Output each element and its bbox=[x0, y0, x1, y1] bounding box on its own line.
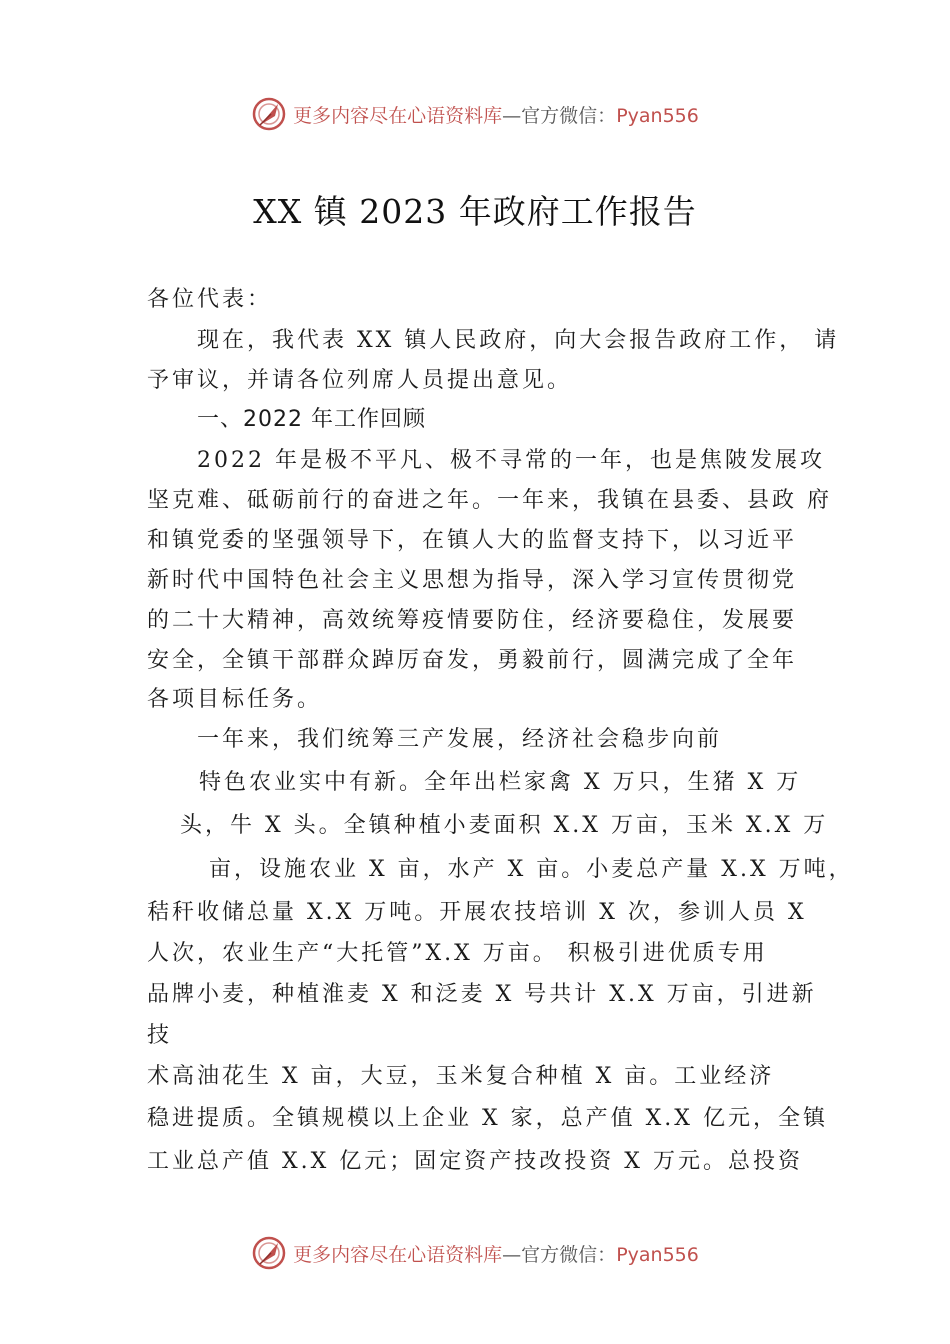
banner-wechat-id: Pyan556 bbox=[616, 104, 699, 127]
banner-main-text: 更多内容尽在心语资料库 bbox=[293, 1243, 503, 1266]
text-line: 安全，全镇干部群众踔厉奋发，勇毅前行，圆满完成了全年 bbox=[147, 648, 798, 673]
text-line: 2022 年是极不平凡、极不寻常的一年，也是焦陂发展攻 bbox=[197, 448, 825, 473]
footer-banner bbox=[0, 1231, 950, 1275]
text-line: 人次，农业生产“大托管”X.X 万亩。 积极引进优质专用 bbox=[147, 941, 768, 966]
text-line: 术高油花生 X 亩，大豆，玉米复合种植 X 亩。工业经济 bbox=[147, 1064, 775, 1089]
text-line: 秸秆收储总量 X.X 万吨。开展农技培训 X 次，参训人员 X bbox=[147, 900, 807, 925]
text-line: 稳进提质。全镇规模以上企业 X 家，总产值 X.X 亿元，全镇 bbox=[147, 1106, 828, 1131]
text-line: 新时代中国特色社会主义思想为指导，深入学习宣传贯彻党 bbox=[147, 568, 798, 593]
banner-wechat-id: Pyan556 bbox=[616, 1243, 699, 1266]
text-line: 品牌小麦，种植淮麦 X 和泛麦 X 号共计 X.X 万亩，引进新 bbox=[147, 982, 817, 1007]
banner-text bbox=[293, 101, 699, 128]
text-line: 技 bbox=[147, 1023, 173, 1048]
quill-logo-icon bbox=[251, 96, 287, 132]
text-line: 各位代表： bbox=[147, 287, 273, 312]
text-line: 特色农业实中有新。全年出栏家禽 X 万只，生猪 X 万 bbox=[199, 770, 802, 795]
text-line: 亩，设施农业 X 亩，水产 X 亩。小麦总产量 X.X 万吨， bbox=[209, 857, 854, 882]
text-line: 的二十大精神，高效统筹疫情要防住，经济要稳住，发展要 bbox=[147, 608, 798, 633]
banner-dash: — bbox=[502, 1243, 522, 1266]
text-line: 予审议，并请各位列席人员提出意见。 bbox=[147, 368, 573, 393]
text-line: 坚克难、砥砺前行的奋进之年。一年来，我镇在县委、县政 府 bbox=[147, 488, 832, 513]
header-banner bbox=[0, 92, 950, 136]
quill-logo-icon bbox=[251, 1235, 287, 1271]
banner-main-text: 更多内容尽在心语资料库 bbox=[293, 104, 503, 127]
text-line: 和镇党委的坚强领导下，在镇人大的监督支持下，以习近平 bbox=[147, 528, 798, 553]
banner-dash: — bbox=[502, 104, 522, 127]
section-heading: 一、2022 年工作回顾 bbox=[197, 407, 426, 432]
banner-text bbox=[293, 1240, 699, 1267]
text-line: 头，牛 X 头。全镇种植小麦面积 X.X 万亩，玉米 X.X 万 bbox=[180, 813, 829, 838]
banner-label: 官方微信： bbox=[521, 1243, 617, 1266]
banner-label: 官方微信： bbox=[521, 104, 617, 127]
document-title: XX 镇 2023 年政府工作报告 bbox=[253, 192, 697, 231]
text-line: 各项目标任务。 bbox=[147, 687, 323, 712]
text-line: 现在，我代表 XX 镇人民政府，向大会报告政府工作， 请 bbox=[197, 328, 840, 353]
text-line: 工业总产值 X.X 亿元；固定资产技改投资 X 万元。总投资 bbox=[147, 1149, 803, 1174]
text-line: 一年来，我们统筹三产发展，经济社会稳步向前 bbox=[197, 727, 723, 752]
